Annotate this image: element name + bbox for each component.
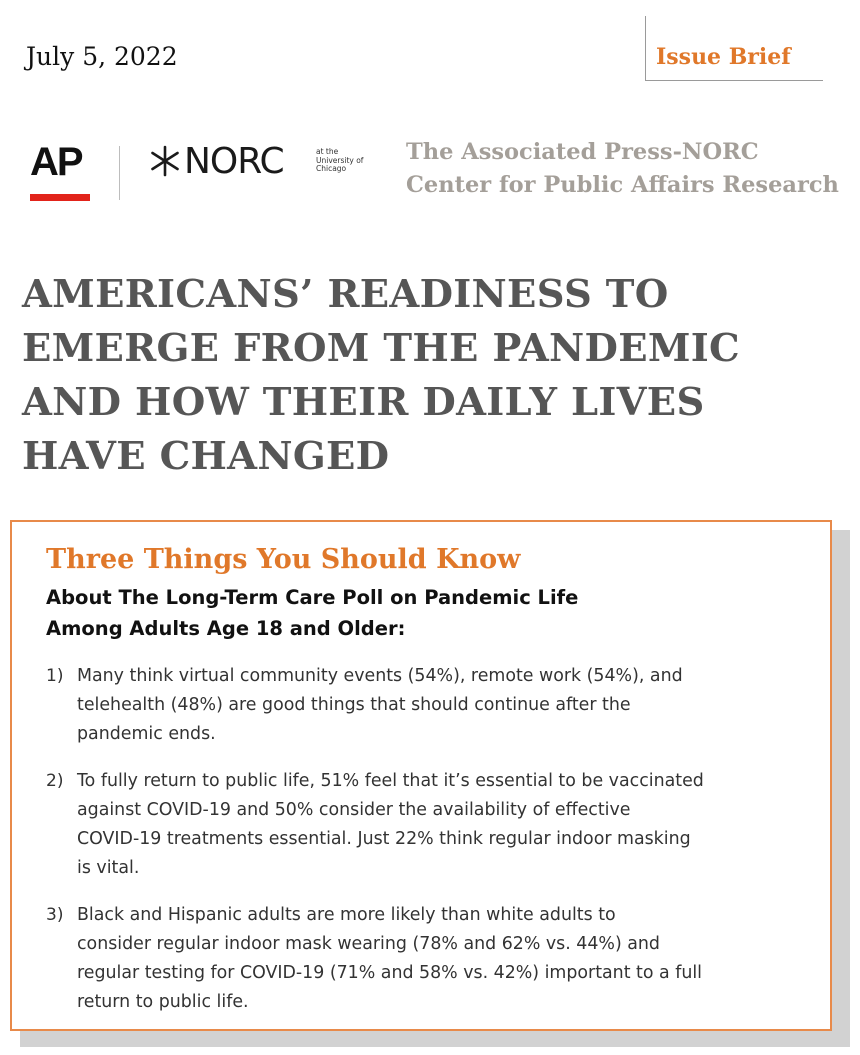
norc-logo <box>148 142 378 182</box>
findings-list <box>46 662 806 1035</box>
finding-item <box>46 662 806 749</box>
finding-text: To fully return to public life, 51% feel that it’s essential to be vaccinated against COVID-19 and 50% consider the availability of effective COVID-19 treatments essential. Just 22% think regular indoor masking is vital. <box>77 771 704 878</box>
finding-item <box>46 901 806 1017</box>
issue-brief-label: Issue Brief <box>656 44 791 70</box>
ap-logo-text: AP <box>30 140 82 184</box>
issue-brief-box <box>645 16 823 81</box>
key-findings-callout <box>10 520 832 1031</box>
finding-number: 3) <box>46 905 64 925</box>
title-line: HAVE CHANGED <box>22 434 390 479</box>
center-name <box>406 136 839 202</box>
finding-text: Black and Hispanic adults are more likely than white adults to consider regular indoor mask wearing (78% and 62% vs. 44%) and regular testing for COVID-19 (71% and 58% vs. 42%) important to a full return to public life. <box>77 905 703 1012</box>
logo-divider <box>119 146 120 200</box>
norc-logo-text: NORC <box>184 141 284 182</box>
finding-text: Many think virtual community events (54%), remote work (54%), and telehealth (48%) are good things that should continue after the pandemic ends. <box>77 666 683 744</box>
finding-number: 2) <box>46 771 64 791</box>
ap-logo <box>30 140 94 202</box>
center-name-line: The Associated Press-NORC <box>406 139 759 165</box>
ap-logo-bar <box>30 194 90 201</box>
page-title <box>22 268 782 484</box>
finding-item <box>46 767 806 883</box>
title-line: AMERICANS’ READINESS TO <box>22 272 669 317</box>
center-name-line: Center for Public Affairs Research <box>406 172 839 198</box>
report-date: July 5, 2022 <box>26 42 178 71</box>
callout-heading: Three Things You Should Know <box>46 544 521 575</box>
title-line: EMERGE FROM THE PANDEMIC <box>22 326 741 371</box>
norc-logo-subtext: at the University of Chicago <box>316 147 364 173</box>
norc-star-icon <box>148 144 182 178</box>
finding-number: 1) <box>46 666 64 686</box>
title-line: AND HOW THEIR DAILY LIVES <box>22 380 705 425</box>
callout-subheading: About The Long-Term Care Poll on Pandemic Life Among Adults Age 18 and Older: <box>46 586 579 640</box>
